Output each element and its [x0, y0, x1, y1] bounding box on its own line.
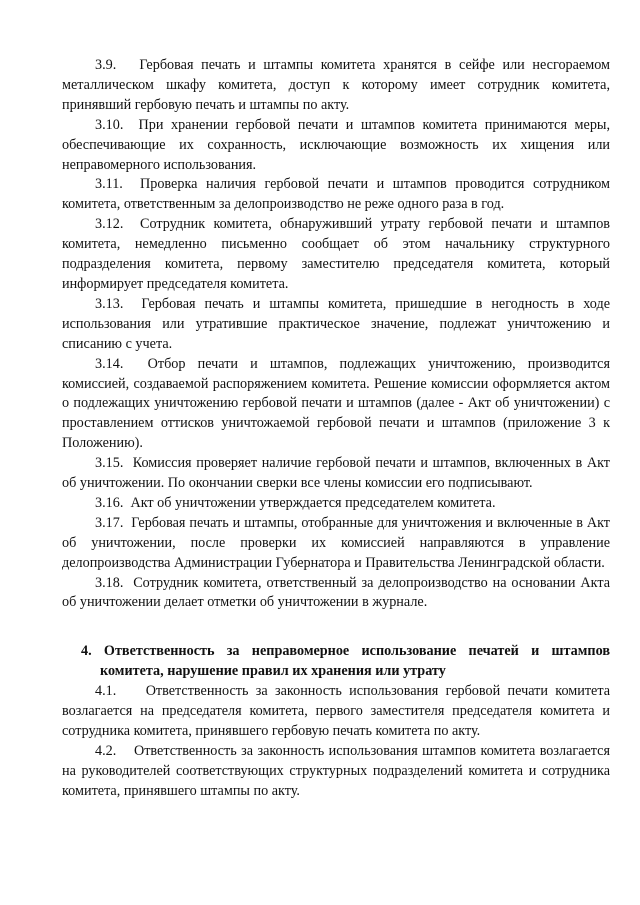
item-number: 3.18.: [95, 574, 124, 591]
item-text: Гербовая печать и штампы комитета хранятся в сейфе или несгораемом металлическом шкафу комитета, доступ к которому имеет сотрудник комитета, принявший гербовую печать и штампы по акту.: [62, 57, 611, 113]
paragraph-3-10: [62, 116, 610, 176]
item-number: 4.2.: [95, 742, 117, 759]
item-text: При хранении гербовой печати и штампов комитета принимаются меры, обеспечивающие их сохранность, исключающие возможность их хищения или неправомерного использования.: [62, 116, 610, 173]
section-title: Ответственность за неправомерное использование печатей и штампов комитета, нарушение правил их хранения или утрату: [100, 643, 611, 680]
section-number: 4.: [81, 643, 92, 660]
item-text: Акт об уничтожении утверждается председателем комитета.: [130, 494, 496, 511]
item-number: 3.17.: [95, 514, 124, 531]
section-4-heading: [62, 642, 610, 682]
paragraph-3-18: [62, 574, 610, 614]
item-text: Сотрудник комитета, ответственный за делопроизводство на основании Акта об уничтожении делает отметки об уничтожении в журнале.: [62, 574, 610, 611]
item-text: Проверка наличия гербовой печати и штампов проводится сотрудником комитета, ответственным за делопроизводство не реже одного раза в год.: [62, 176, 611, 213]
paragraph-3-13: [62, 295, 610, 355]
paragraph-3-14: [62, 355, 610, 455]
item-number: 3.15.: [95, 455, 124, 472]
item-number: 3.9.: [95, 57, 117, 73]
paragraph-3-9: [62, 56, 610, 116]
item-text: Комиссия проверяет наличие гербовой печати и штампов, включенных в Акт об уничтожении. По окончании сверки все члены комиссии его подписывают.: [62, 455, 610, 492]
paragraph-4-2: [62, 742, 610, 802]
paragraph-3-16: [62, 494, 610, 514]
paragraph-4-1: [62, 682, 610, 742]
item-text: Сотрудник комитета, обнаруживший утрату гербовой печати и штампов комитета, немедленно письменно сообщает об этом начальнику структурного подразделения комитета, первому заместителю председателя комитета, который информирует председателя комитета.: [62, 216, 610, 292]
item-number: 3.14.: [95, 355, 124, 372]
item-number: 3.13.: [95, 295, 124, 312]
item-text: Гербовая печать и штампы комитета, пришедшие в негодность в ходе использования или утратившие практическое значение, подлежат уничтожению и списанию с учета.: [62, 295, 611, 352]
item-number: 3.12.: [95, 216, 124, 233]
paragraph-3-15: [62, 454, 610, 494]
paragraph-3-17: [62, 514, 610, 574]
item-text: Ответственность за законность использования гербовой печати комитета возлагается на председателя комитета, первого заместителя председателя комитета и сотрудника комитета, принявшего гербовую печать комитета по акту.: [62, 683, 611, 739]
paragraph-3-12: [62, 215, 610, 295]
item-number: 4.1.: [95, 683, 117, 700]
item-text: Гербовая печать и штампы, отобранные для уничтожения и включенные в Акт об уничтожении, после проверки их комиссией направляются в управление делопроизводства Администрации Губернатора и Правительства Ленинградской области.: [62, 514, 611, 571]
item-text: Ответственность за законность использования штампов комитета возлагается на руководителей соответствующих структурных подразделений комитета и сотрудника комитета, принявшего штампы по акту.: [62, 742, 610, 799]
paragraph-3-11: [62, 175, 610, 215]
item-number: 3.16.: [95, 494, 124, 511]
item-number: 3.10.: [95, 116, 124, 133]
item-text: Отбор печати и штампов, подлежащих уничтожению, производится комиссией, создаваемой распоряжением комитета. Решение комиссии оформляется актом о подлежащих уничтожению гербовой печати и штампов (далее - Акт об уничтожении) с проставлением оттисков уничтожаемой гербовой печати и штампов (приложение 3 к Положению).: [62, 355, 611, 452]
item-number: 3.11.: [95, 176, 123, 193]
document-page: [62, 56, 610, 802]
